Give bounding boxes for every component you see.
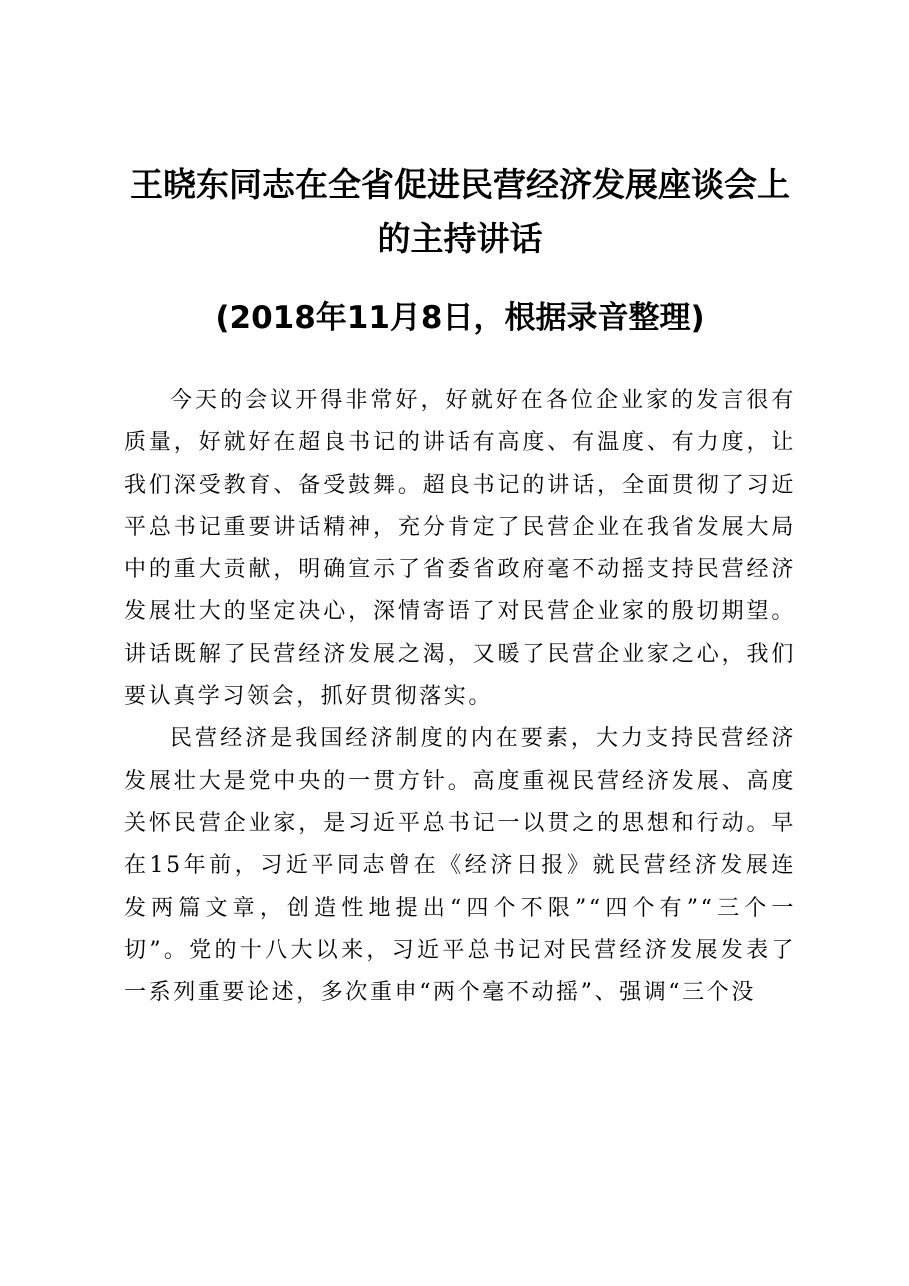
document-title: 王晓东同志在全省促进民营经济发展座谈会上的主持讲话 — [130, 165, 790, 258]
document-subtitle: (2018年11月8日，根据录音整理) — [215, 300, 705, 336]
paragraph-1: 今天的会议开得非常好，好就好在各位企业家的发言很有质量，好就好在超良书记的讲话有高度、有温度、有力度，让我们深受教育、备受鼓舞。超良书记的讲话，全面贯彻了习近平总书记重要讲话精神，充分肯定了民营企业在我省发展大局中的重大贡献，明确宣示了省委省政府毫不动摇支持民营经济发展壮大的坚定决心，深情寄语了对民营企业家的殷切期望。讲话既解了民营经济发展之渴，又暖了民营企业家之心，我们要认真学习领会，抓好贯彻落实。 — [124, 388, 796, 710]
paragraph-2: 民营经济是我国经济制度的内在要素，大力支持民营经济发展壮大是党中央的一贯方针。高度重视民营经济发展、高度关怀民营企业家，是习近平总书记一以贯之的思想和行动。早在15年前，习近平同志曾在《经济日报》就民营经济发展连发两篇文章，创造性地提出“四个不限”“四个有”“三个一切”。党的十八大以来，习近平总书记对民营经济发展发表了一系列重要论述，多次重申“两个毫不动摇”、强调“三个没 — [124, 726, 796, 1006]
document-body — [124, 380, 796, 1014]
